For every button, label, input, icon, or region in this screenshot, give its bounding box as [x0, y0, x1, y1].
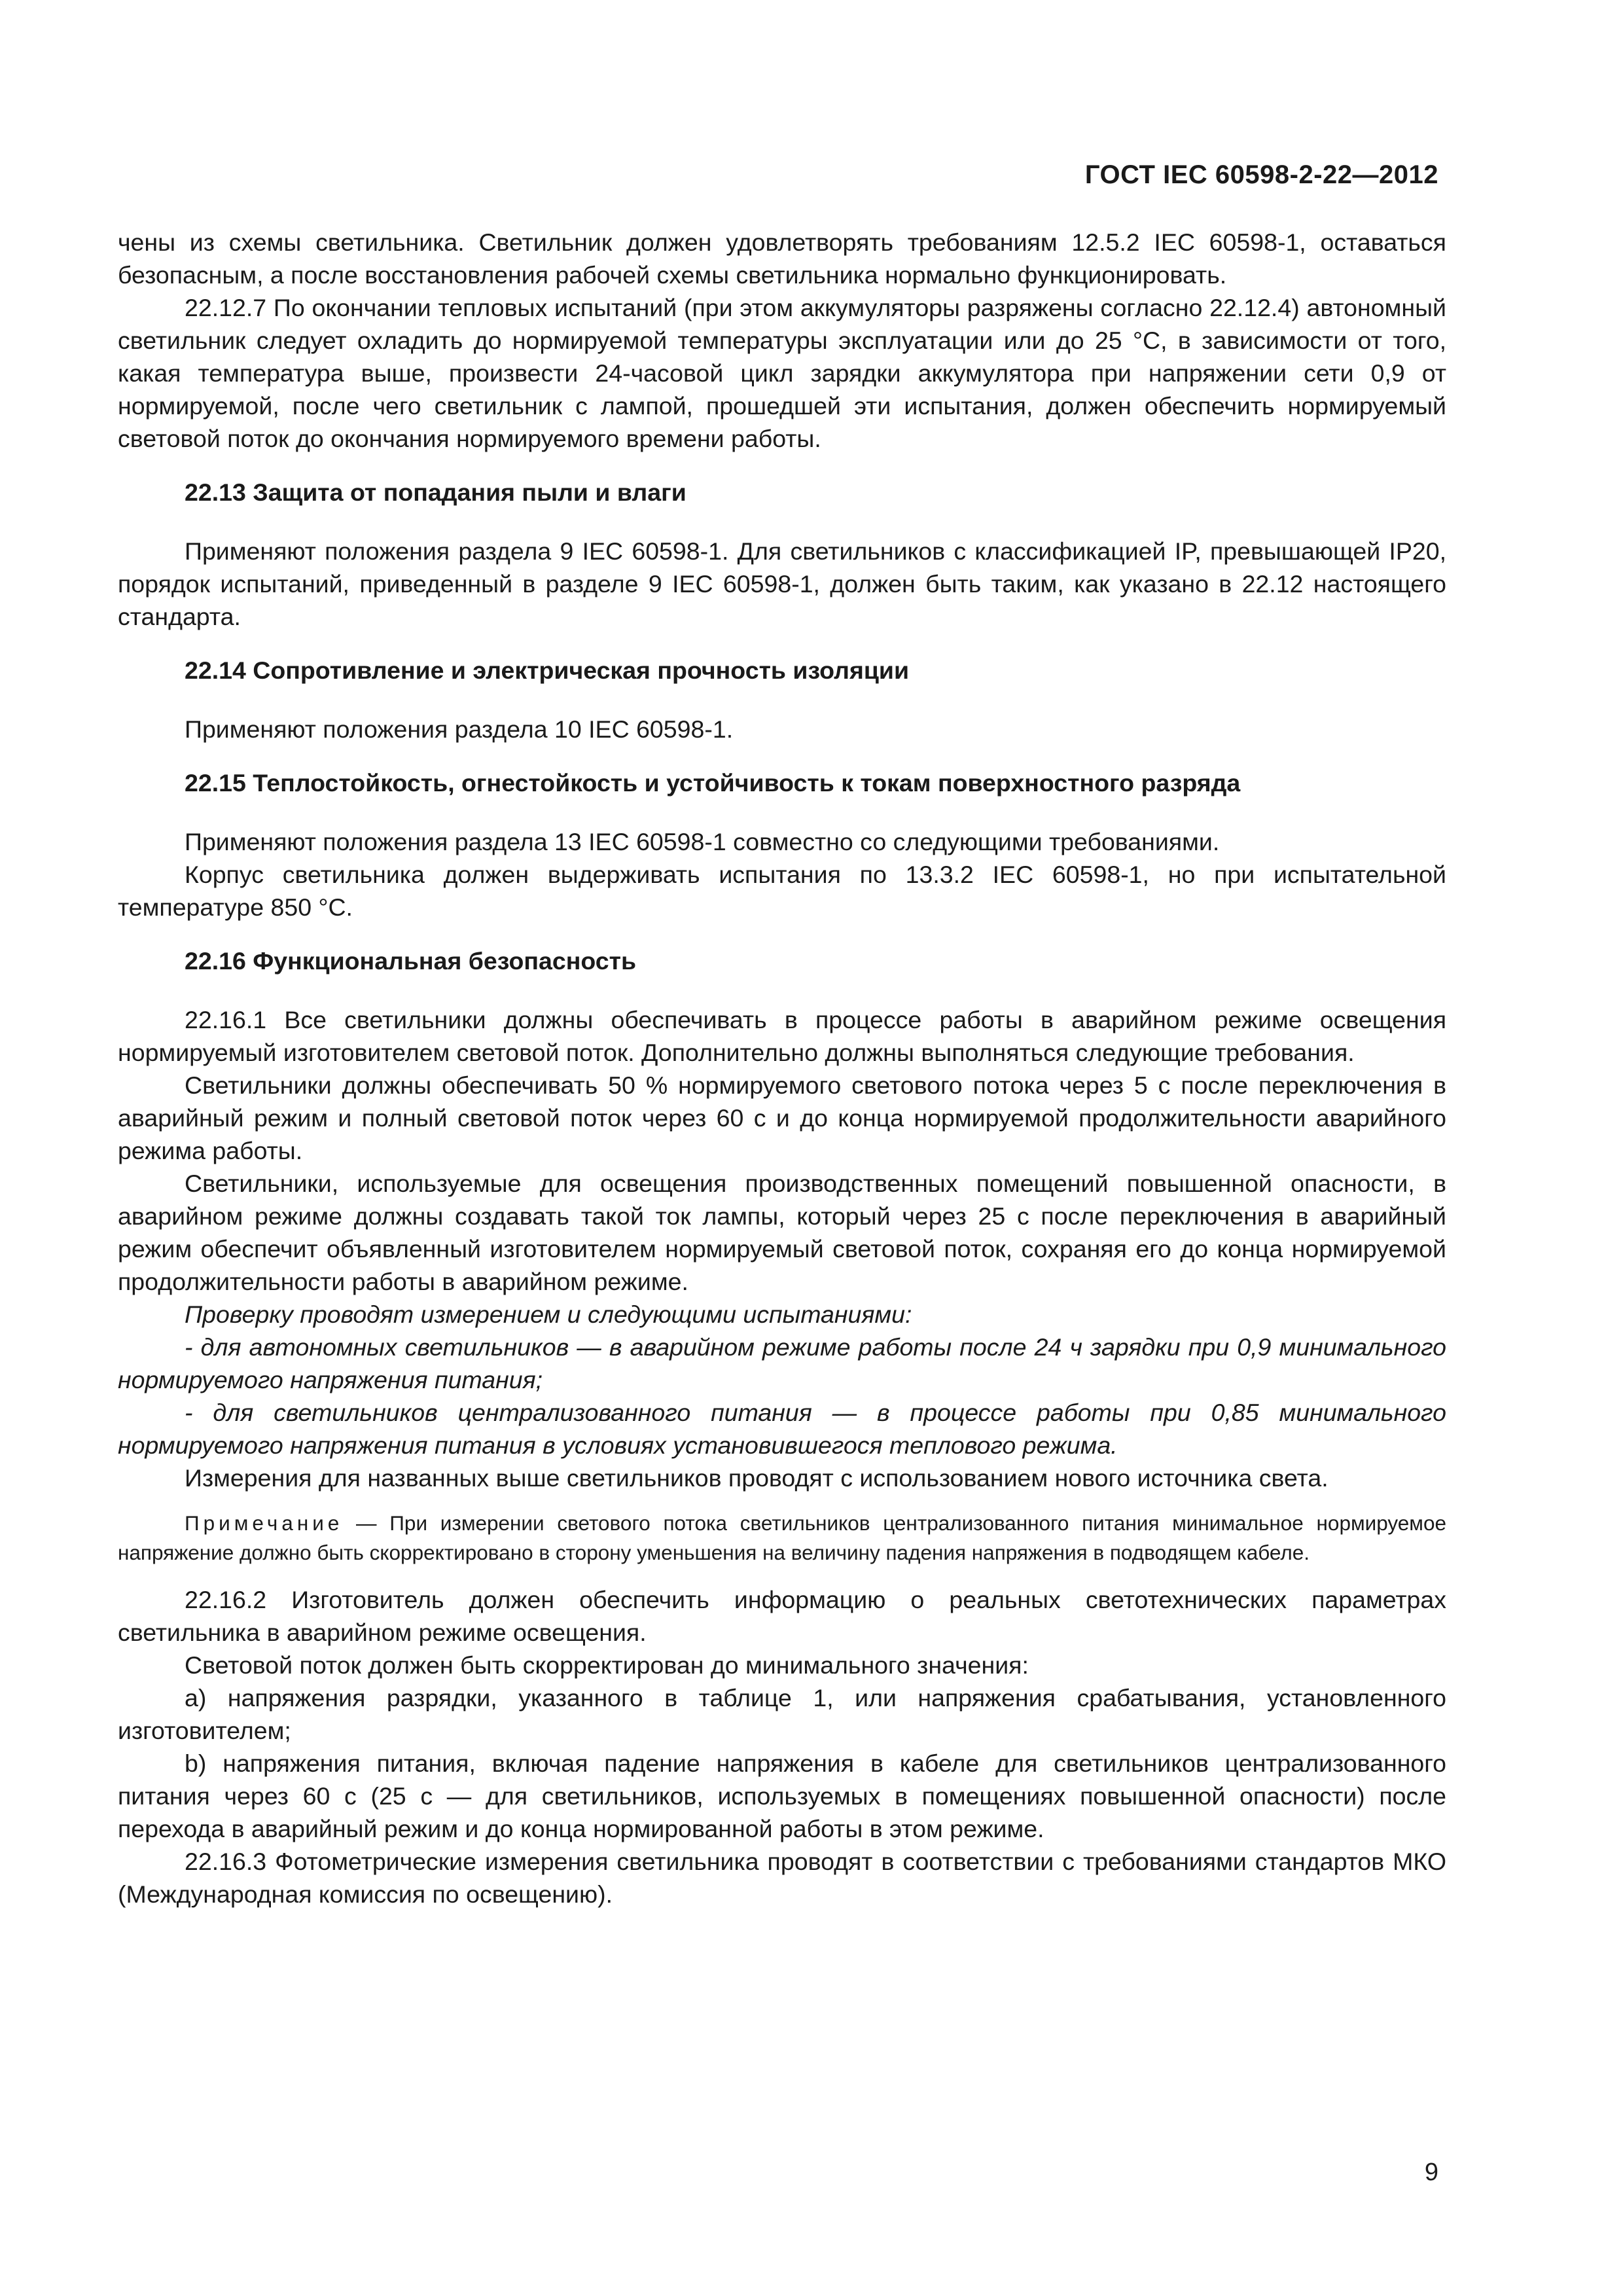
- section-heading-22-13: 22.13 Защита от попадания пыли и влаги: [185, 478, 687, 506]
- paragraph-22-16-3: 22.16.3 Фотометрические измерения светильника проводят в соответствии с требованиями стандартов МКО (Международная комиссия по освещению).: [118, 1848, 1446, 1908]
- paragraph-22-14: Применяют положения раздела 10 IEC 60598-1.: [185, 715, 734, 743]
- paragraph-luminous-flux: Светильники должны обеспечивать 50 % нормируемого светового потока через 5 с после переключения в аварийный режим и полный световой поток через 60 с и до конца нормируемой продолжительности аварийного режима работы.: [118, 1071, 1446, 1164]
- section-heading-22-14: 22.14 Сопротивление и электрическая прочность изоляции: [185, 656, 910, 684]
- list-item-autonomous: - для автономных светильников — в аварийном режиме работы после 24 ч зарядки при 0,9 минимального нормируемого напряжения питания;: [118, 1333, 1446, 1393]
- paragraph-22-12-7: 22.12.7 По окончании тепловых испытаний (при этом аккумуляторы разряжены согласно 22.12.4) автономный светильник следует охладить до нормируемой температуры эксплуатации или до 25 °С, в зависимости от того, какая температура выше, произвести 24-часовой цикл зарядки аккумулятора при напряжении сети 0,9 от нормируемой, после чего светильник с лампой, прошедшей эти испытания, должен обеспечить нормируемый световой поток до окончания нормируемого времени работы.: [118, 294, 1446, 452]
- list-item-b: b) напряжения питания, включая падение напряжения в кабеле для светильников централизованного питания через 60 с (25 с — для светильников, используемых в помещениях повышенной опасности) после перехода в аварийный режим и до конца нормированной работы в этом режиме.: [118, 1749, 1446, 1842]
- paragraph-22-13: Применяют положения раздела 9 IEC 60598-1. Для светильников с классификацией IP, превышающей IP20, порядок испытаний, приведенный в разделе 9 IEC 60598-1, должен быть таким, как указано в 22.12 настоящего стандарта.: [118, 537, 1446, 630]
- paragraph-22-16-2: 22.16.2 Изготовитель должен обеспечить информацию о реальных светотехнических параметрах светильника в аварийном режиме освещения.: [118, 1586, 1446, 1646]
- document-body: [118, 226, 1446, 1910]
- paragraph-flux-correction: Световой поток должен быть скорректирован до минимального значения:: [185, 1651, 1029, 1679]
- list-item-a: a) напряжения разрядки, указанного в таблице 1, или напряжения срабатывания, установленного изготовителем;: [118, 1684, 1446, 1744]
- page-number: 9: [1424, 2159, 1438, 2186]
- section-heading-22-16: 22.16 Функциональная безопасность: [185, 947, 637, 975]
- note-label: Примечание: [185, 1511, 344, 1535]
- paragraph-22-15-b: Корпус светильника должен выдерживать испытания по 13.3.2 IEC 60598-1, но при испытательной температуре 850 °С.: [118, 861, 1446, 921]
- note-block: [118, 1509, 1446, 1568]
- paragraph-measurements: Измерения для названных выше светильников проводят с использованием нового источника света.: [185, 1464, 1329, 1492]
- paragraph-hazardous-premises: Светильники, используемые для освещения производственных помещений повышенной опасности, в аварийном режиме должны создавать такой ток лампы, который через 25 с после переключения в аварийный режим обеспечит объявленный изготовителем нормируемый световой поток, сохраняя его до конца нормируемой продолжительности работы в аварийном режиме.: [118, 1170, 1446, 1295]
- paragraph-22-16-1: 22.16.1 Все светильники должны обеспечивать в процессе работы в аварийном режиме освещения нормируемый изготовителем световой поток. Дополнительно должны выполняться следующие требования.: [118, 1006, 1446, 1066]
- document-header: ГОСТ IEC 60598-2-22—2012: [1084, 160, 1438, 189]
- paragraph-22-15-a: Применяют положения раздела 13 IEC 60598-1 совместно со следующими требованиями.: [185, 828, 1220, 855]
- paragraph-continued: чены из схемы светильника. Светильник должен удовлетворять требованиям 12.5.2 IEC 60598-1, оставаться безопасным, а после восстановления рабочей схемы светильника нормально функционировать.: [118, 228, 1446, 289]
- paragraph-testing-intro: Проверку проводят измерением и следующими испытаниями:: [185, 1300, 912, 1328]
- section-heading-22-15: 22.15 Теплостойкость, огнестойкость и устойчивость к токам поверхностного разряда: [185, 769, 1241, 797]
- list-item-centralized: - для светильников централизованного питания — в процессе работы при 0,85 минимального нормируемого напряжения питания в условиях установившегося теплового режима.: [118, 1399, 1446, 1459]
- note-text: — При измерении светового потока светильников централизованного питания минимальное нормируемое напряжение должно быть скорректировано в сторону уменьшения на величину падения напряжения в подводящем кабеле.: [118, 1511, 1446, 1564]
